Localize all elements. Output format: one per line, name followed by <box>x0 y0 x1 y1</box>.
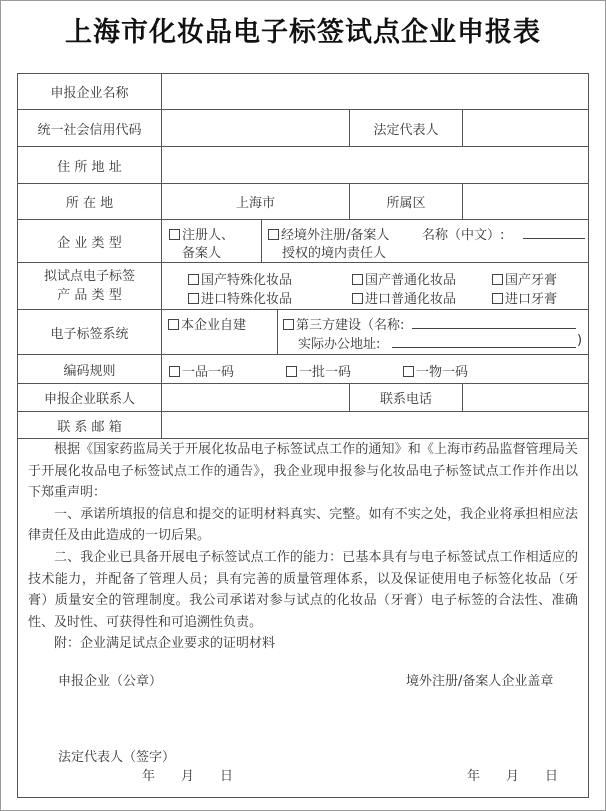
contact-person-field[interactable] <box>162 384 350 411</box>
third-party-name-input[interactable] <box>412 316 576 329</box>
option-label: 一品一码 <box>182 365 235 380</box>
address-label: 住 所 地 址 <box>18 147 162 183</box>
checkbox[interactable] <box>169 366 180 377</box>
row-address <box>18 147 588 184</box>
option-label: 国产普通化妆品 <box>365 273 457 288</box>
declaration <box>18 439 588 655</box>
date-right: 年 月 日 <box>467 769 559 784</box>
checkbox[interactable] <box>352 293 363 304</box>
option-label: 进口特殊化妆品 <box>201 292 293 307</box>
option-overseas[interactable] <box>262 220 588 262</box>
form-title: 上海市化妆品电子标签试点企业申报表 <box>65 17 541 48</box>
declaration-paragraph: 根据《国家药监局关于开展化妆品电子标签试点工作的通知》和《上海市药品监督管理局关于开展化妆品电子标签试点工作的通告》，我企业现申报参与化妆品电子标签试点工作并作出以下郑重声明： <box>28 442 578 501</box>
application-form <box>17 73 589 798</box>
option-third-party[interactable] <box>278 310 588 354</box>
option-label: 国产牙膏 <box>505 273 558 288</box>
registrant-label-1: 注册人、 <box>182 228 235 243</box>
label-system-label: 电子标签系统 <box>18 310 162 354</box>
overseas-seal-label: 境外注册/备案人企业盖章 <box>406 674 554 689</box>
product-type-label-1: 拟试点电子标签 <box>43 269 135 284</box>
product-type-label-2: 产 品 类 型 <box>57 288 122 303</box>
declaration-paragraph: 二、我企业已具备开展电子标签试点工作的能力：已基本具有与电子标签试点工作相适应的技术能力，并配备了管理人员；具有完善的质量管理体系，以及保证使用电子标签化妆品（牙膏）质量安全的管理制度。我公司承诺对参与试点的化妆品（牙膏）电子标签的合法性、准确性、及时性、可获得性和可追溯性负责。 <box>28 549 578 630</box>
declaration-paragraph: 附：企业满足试点企业要求的证明材料 <box>54 636 276 652</box>
district-label: 所属区 <box>350 184 463 219</box>
row-product-type <box>18 263 588 310</box>
checkbox[interactable] <box>352 274 363 285</box>
option-label: 一物一码 <box>416 365 469 380</box>
overseas-label-2: 授权的境内责任人 <box>282 246 387 261</box>
credit-code-field[interactable] <box>162 110 350 146</box>
product-type-options <box>162 263 588 309</box>
self-built-label: 本企业自建 <box>181 318 247 333</box>
legal-rep-label: 法定代表人 <box>350 110 463 146</box>
declaration-paragraph: 一、承诺所填报的信息和提交的证明材料真实、完整。如有不实之处，我企业将承担相应法律责任及由此造成的一切后果。 <box>28 506 578 544</box>
option-one-item[interactable] <box>403 361 468 380</box>
row-company-name <box>18 74 588 110</box>
close-paren: ) <box>577 333 583 348</box>
coding-rule-options <box>162 355 588 383</box>
company-name-label: 申报企业名称 <box>18 74 162 109</box>
legal-rep-field[interactable] <box>463 110 588 146</box>
address-field[interactable] <box>162 147 588 183</box>
option-registrant[interactable] <box>162 220 262 262</box>
checkbox[interactable] <box>492 293 503 304</box>
option-label: 进口普通化妆品 <box>365 292 457 307</box>
option-label: 国产特殊化妆品 <box>201 273 293 288</box>
self-built-checkbox[interactable] <box>168 319 179 330</box>
location-label: 所 在 地 <box>18 184 162 219</box>
city-value: 上海市 <box>162 184 350 219</box>
contact-phone-field[interactable] <box>463 384 588 411</box>
legal-sign-label: 法定代表人（签字） <box>58 750 176 765</box>
overseas-checkbox[interactable] <box>268 229 279 240</box>
checkbox[interactable] <box>492 274 503 285</box>
coding-rule-label: 编码规则 <box>18 355 162 383</box>
product-type-label <box>18 263 162 309</box>
credit-code-label: 统一社会信用代码 <box>18 110 162 146</box>
row-coding-rule <box>18 355 588 384</box>
option-one-batch[interactable] <box>286 361 351 380</box>
option-one-product[interactable] <box>169 361 234 380</box>
option-domestic-special[interactable] <box>188 269 292 288</box>
option-label: 进口牙膏 <box>505 292 558 307</box>
option-import-special[interactable] <box>188 288 292 307</box>
contact-person-label: 申报企业联系人 <box>18 384 162 411</box>
office-address-input[interactable] <box>392 335 576 348</box>
contact-email-field[interactable] <box>162 412 588 438</box>
contact-email-label: 联 系 邮 箱 <box>18 412 162 438</box>
option-domestic-toothpaste[interactable] <box>492 269 557 288</box>
option-domestic-general[interactable] <box>352 269 456 288</box>
row-email <box>18 412 588 439</box>
option-import-general[interactable] <box>352 288 456 307</box>
option-import-toothpaste[interactable] <box>492 288 557 307</box>
third-party-label: 第三方建设（名称: <box>296 318 405 333</box>
row-company-type <box>18 220 588 263</box>
registrant-checkbox[interactable] <box>169 229 180 240</box>
registrant-label-2: 备案人 <box>182 246 222 261</box>
overseas-name-input[interactable] <box>523 226 585 239</box>
checkbox[interactable] <box>403 366 414 377</box>
overseas-label-1: 经境外注册/备案人 <box>281 228 390 243</box>
option-self-built[interactable] <box>162 310 278 354</box>
applicant-seal-label: 申报企业（公章） <box>58 674 163 689</box>
company-name-field[interactable] <box>162 74 588 109</box>
row-contact <box>18 384 588 412</box>
row-credit-code <box>18 110 588 147</box>
overseas-name-label: 名称（中文）: <box>422 228 505 243</box>
checkbox[interactable] <box>188 293 199 304</box>
option-label: 一批一码 <box>299 365 352 380</box>
checkbox[interactable] <box>188 274 199 285</box>
checkbox[interactable] <box>286 366 297 377</box>
office-address-label: 实际办公地址: <box>298 337 381 352</box>
date-left: 年 月 日 <box>142 769 234 784</box>
company-type-label: 企 业 类 型 <box>18 220 162 262</box>
row-label-system <box>18 310 588 355</box>
row-location <box>18 184 588 220</box>
contact-phone-label: 联系电话 <box>350 384 463 411</box>
third-party-checkbox[interactable] <box>283 319 294 330</box>
district-field[interactable] <box>463 184 588 219</box>
